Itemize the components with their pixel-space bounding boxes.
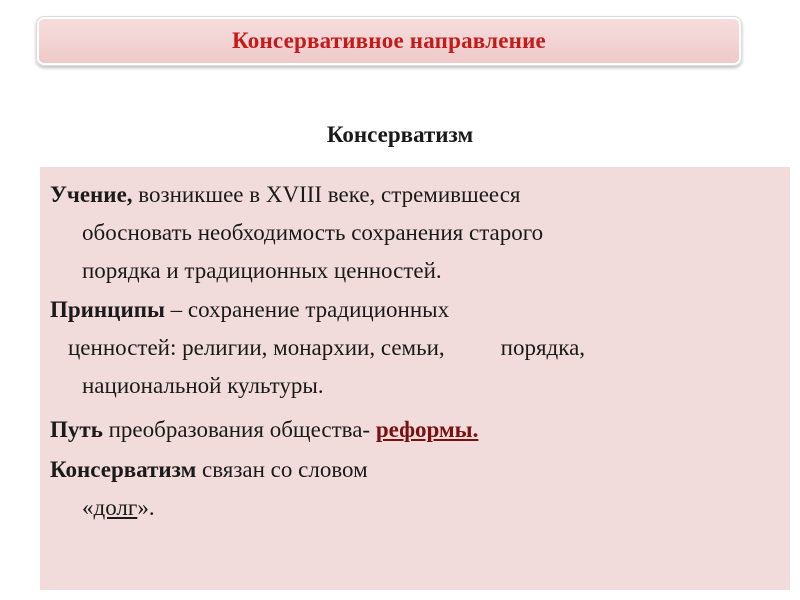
term-doctrine: Учение,: [50, 182, 133, 207]
paragraph-line: обосновать необходимость сохранения старого: [82, 220, 544, 245]
paragraph-text: возникшее в XVIII веке, стремившееся: [132, 182, 521, 207]
title-banner: [36, 16, 742, 66]
paragraph-text: – сохранение традиционных: [164, 297, 450, 322]
paragraph-line: национальной культуры.: [82, 373, 324, 398]
paragraph-line: [50, 451, 778, 489]
term-principles: Принципы: [50, 297, 165, 322]
quote-close: ».: [137, 495, 155, 520]
slide-subtitle: Консерватизм: [326, 122, 474, 147]
paragraph-line: [50, 176, 778, 214]
paragraph-line: [50, 489, 778, 527]
paragraph-line: порядка и традиционных ценностей.: [82, 258, 442, 283]
paragraph-path: [50, 411, 778, 449]
paragraph-doctrine: [50, 176, 778, 290]
slide-title: Консервативное направление: [232, 28, 546, 53]
quote-open: «: [82, 495, 94, 520]
paragraph-line: [50, 411, 778, 449]
paragraph-text: порядка,: [500, 335, 586, 360]
paragraph-line: [50, 329, 778, 367]
term-path: Путь: [50, 417, 103, 442]
term-conservatism: Консерватизм: [50, 457, 197, 482]
reforms-highlight: реформы.: [375, 417, 479, 442]
paragraph-text: преобразования общества-: [102, 417, 376, 442]
paragraph-text: ценностей: религии, монархии, семьи,: [68, 335, 445, 360]
paragraph-line: [50, 291, 778, 329]
duty-word: долг: [93, 495, 138, 520]
paragraph-principles: [50, 291, 778, 405]
paragraph-text: связан со словом: [196, 457, 368, 482]
content-panel: [40, 167, 790, 590]
paragraph-duty: [50, 451, 778, 527]
